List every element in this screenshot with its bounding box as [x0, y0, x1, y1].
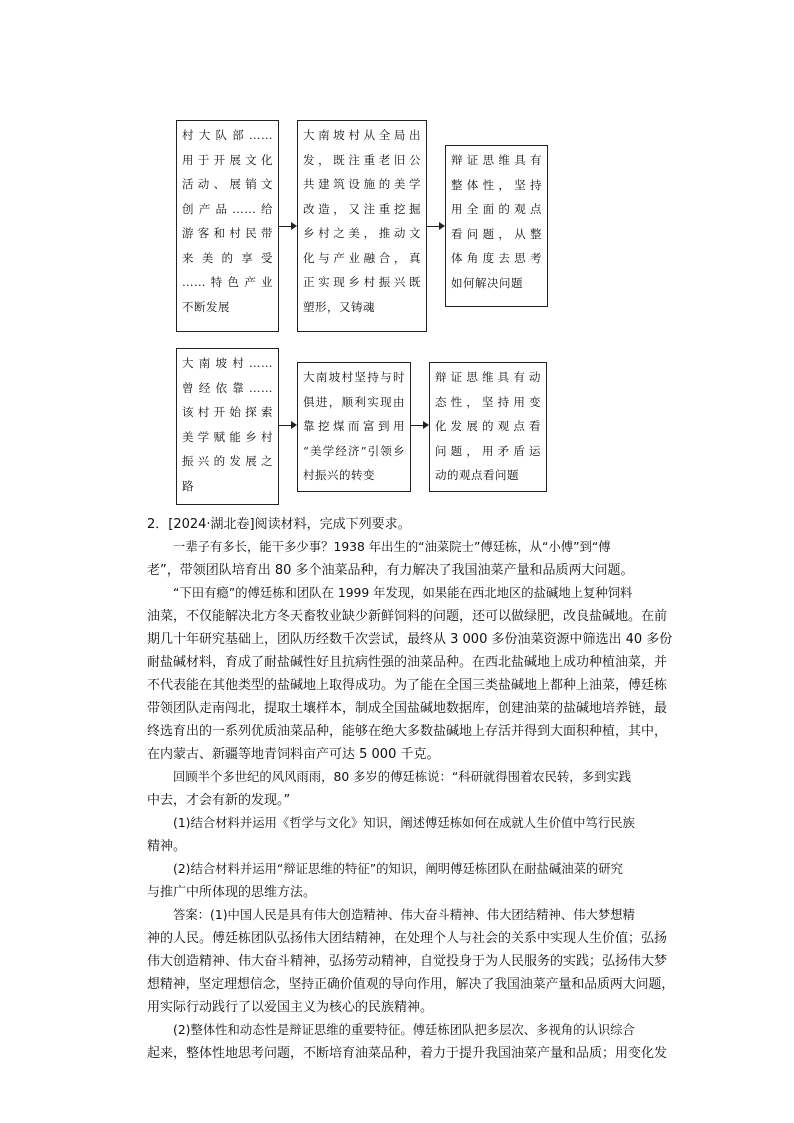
flow1-arrow-2 [427, 222, 445, 232]
text-line: 不代表能在其他类型的盐碱地上取得成功。为了能在全国三类盐碱地上都种上油菜，傅廷栋 [147, 678, 668, 693]
box-line: 改造，又注重挖掘 [303, 201, 421, 216]
box-line: 俱进，顺利实现由 [303, 394, 405, 409]
box-line: ……特色产业 [182, 275, 273, 289]
box-line: 振兴的发展之 [182, 454, 273, 468]
box-line: 不断发展 [182, 299, 230, 314]
flow2-box-analysis [297, 362, 411, 492]
box-line: 体角度去思考 [451, 251, 542, 265]
box-line: 活动、展销文 [182, 177, 273, 191]
box-line: 大南坡村…… [182, 356, 273, 370]
text-line: 带领团队走南闯北，提取土壤样本，制成全国盐碱地数据库，创建油菜的盐碱地培养链，最 [147, 701, 668, 716]
text-line: 在内蒙古、新疆等地青饲料亩产可达 5 000 千克。 [147, 747, 440, 762]
text-line: 伟大创造精神、伟大奋斗精神，弘扬劳动精神，自觉投身于为人民服务的实践；弘扬伟大梦 [147, 954, 668, 969]
box-line: 看问题，从整 [451, 226, 542, 241]
text-line: 老”，带领团队培育出 80 多个油菜品种，有力解决了我国油菜产量和品质两大问题。 [147, 563, 634, 578]
text-line: (2)结合材料并运用“辩证思维的特征”的知识，阐明傅廷栋团队在耐盐碱油菜的研究 [173, 862, 623, 876]
text-line: 答案：(1)中国人民是具有伟大创造精神、伟大奋斗精神、伟大团结精神、伟大梦想精 [173, 908, 635, 922]
box-line: 大南坡村从全局出 [303, 128, 421, 142]
text-line: (1)结合材料并运用《哲学与文化》知识，阐述傅廷栋如何在成就人生价值中笃行民族 [173, 816, 635, 830]
text-line: 终选育出的一系列优质油菜品种，能够在绝大多数盐碱地上存活并得到大面积种植，其中， [147, 724, 668, 739]
box-line: 村大队部…… [182, 128, 273, 142]
box-line: 辩证思维具有动 [435, 370, 541, 384]
box-line: 乡村之美，推动文 [303, 226, 421, 240]
box-line: 村振兴的转变 [303, 468, 375, 482]
text-line: 与推广中所体现的思维方法。 [147, 885, 317, 900]
box-line: 来美的享受 [182, 250, 273, 265]
text-line: 起来，整体性地思考问题，不断培育油菜品种，着力于提升我国油菜产量和品质；用变化发 [147, 1046, 668, 1061]
flow2-box-example [176, 348, 279, 505]
box-line: 塑形，又铸魂 [303, 299, 375, 314]
material-paragraph-2 [147, 582, 675, 766]
box-line: 用于开展文化 [182, 152, 273, 167]
material-paragraph-1 [147, 536, 675, 582]
box-line: 发，既注重老旧公 [303, 152, 421, 167]
box-line: 游客和村民带 [182, 226, 273, 240]
text-line: 期几十年研究基础上，团队历经数千次尝试，最终从 3 000 多份油菜资源中筛选出 40 多份 [147, 632, 673, 647]
text-line: 想精神，坚定理想信念，坚持正确价值观的导向作用，解决了我国油菜产量和品质两大问题， [147, 977, 675, 992]
text-line: 一辈子有多长，能干多少事？1938 年出生的“油菜院士”傅廷栋，从“小傅”到“傅 [173, 540, 611, 554]
flow2-arrow-1 [279, 421, 297, 431]
flow1-arrow-1 [279, 222, 297, 232]
box-line: 用全面的观点 [451, 202, 542, 216]
box-line: 共建筑设施的美学 [303, 177, 421, 191]
box-line: 如何解决问题 [451, 275, 523, 290]
question-2 [147, 858, 675, 904]
box-line: 化与产业融合，真 [303, 250, 421, 265]
flow1-box-analysis [297, 120, 427, 332]
question-header: 2．[2024·湖北卷]阅读材料，完成下列要求。 [147, 517, 411, 532]
text-line: (2)整体性和动态性是辩证思维的重要特征。傅廷栋团队把多层次、多视角的认识综合 [173, 1023, 635, 1037]
text-line: 回顾半个多世纪的风风雨雨，80 多岁的傅廷栋说：“科研就得围着农民转，多到实践 [173, 770, 632, 784]
material-paragraph-3 [147, 766, 675, 812]
text-line: “下田有瘾”的傅廷栋和团队在 1999 年发现，如果能在西北地区的盐碱地上复种饲料 [173, 586, 633, 600]
text-line: 神的人民。傅廷栋团队弘扬伟大团结精神，在处理个人与社会的关系中实现人生价值；弘扬 [147, 931, 668, 946]
box-line: 该村开始探索 [182, 405, 273, 419]
answer-1 [147, 904, 675, 1019]
box-line: 创产品……给 [182, 201, 273, 216]
flow1-box-theory [445, 145, 548, 307]
box-line: 问题，用矛盾运 [435, 443, 541, 458]
question-1 [147, 812, 675, 858]
flow1-box-example [176, 120, 279, 332]
box-line: 大南坡村坚持与时 [303, 370, 405, 384]
box-line: 美学赋能乡村 [182, 429, 273, 444]
answer-2 [147, 1019, 675, 1065]
box-line: 化发展的观点看 [435, 419, 541, 433]
text-line: 精神。 [147, 839, 187, 854]
box-line: 态性，坚持用变 [435, 394, 541, 409]
box-line: “美学经济”引领乡 [303, 443, 405, 458]
text-line: 耐盐碱材料，育成了耐盐碱性好且抗病性强的油菜品种。在西北盐碱地上成功种植油菜，并 [147, 655, 668, 670]
flow2-box-theory [429, 362, 547, 492]
text-line: 中去，才会有新的发现。” [147, 793, 291, 808]
box-line: 曾经依靠…… [182, 380, 273, 395]
box-line: 靠挖煤而富到用 [303, 419, 405, 433]
flow2-arrow-2 [411, 421, 429, 431]
text-line: 油菜，不仅能解决北方冬天畜牧业缺少新鲜饲料的问题，还可以做绿肥，改良盐碱地。在前 [147, 609, 668, 624]
box-line: 辩证思维具有 [451, 153, 542, 167]
box-line: 整体性，坚持 [451, 177, 542, 192]
text-line: 用实际行动践行了以爱国主义为核心的民族精神。 [147, 1000, 434, 1015]
box-line: 动的观点看问题 [435, 468, 519, 482]
box-line: 正实现乡村振兴既 [303, 275, 421, 289]
box-line: 路 [182, 478, 194, 493]
